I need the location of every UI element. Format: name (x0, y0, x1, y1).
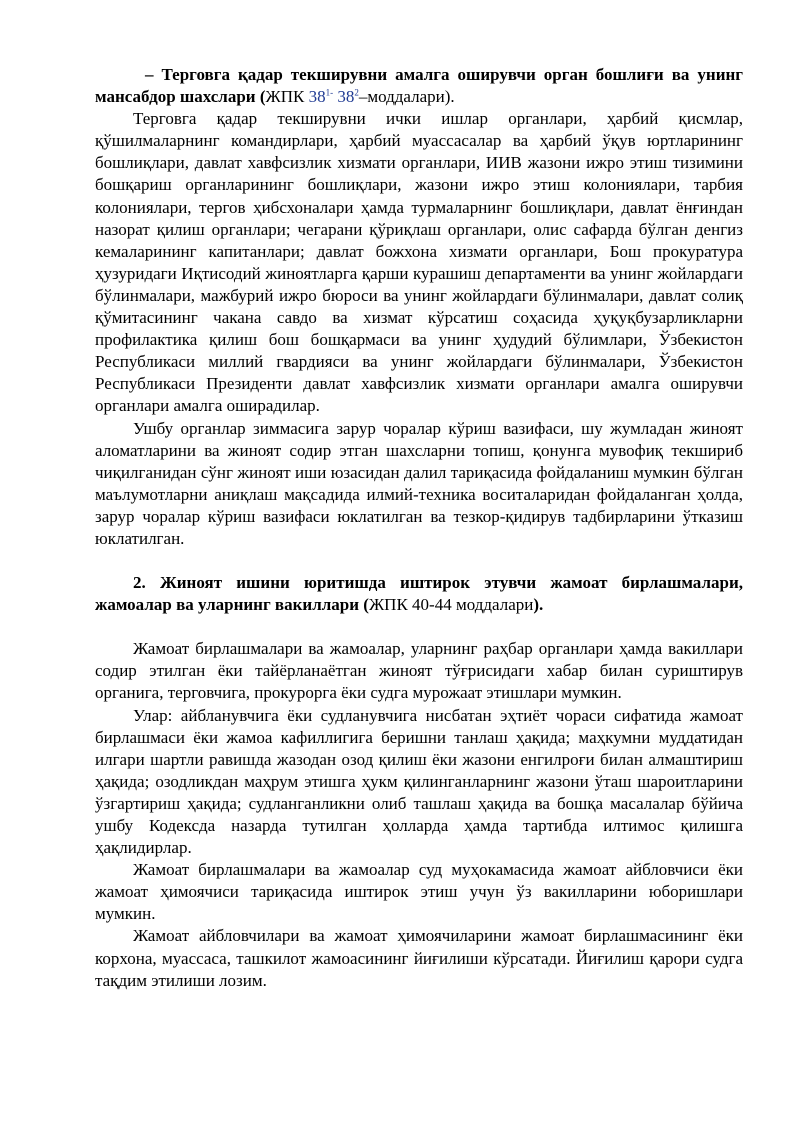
paragraph-appointment: Жамоат айбловчилари ва жамоат ҳимоячиларини жамоат бирлашмасининг ёки корхона, муассаса, ташкилот жамоасининг йиғилиши кўрсатади. Йиғилиш қарори судга тақдим этилиши лозим. (95, 926, 743, 990)
bold-heading-text: 2. Жиноят ишини юритишда иштирок этувчи жамоат бирлашмалари, жамоалар ва уларнинг вакиллари ( (95, 573, 743, 615)
spacer (95, 550, 743, 572)
paragraph-petitions: Улар: айбланувчига ёки судланувчига нисбатан эҳтиёт чораси сифатида жамоат бирлашмаси ёки жамоа кафиллигига беришни танлаш ҳақида; маҳкумни муддатидан илгари шартли равишда жазодан озод қилиш ёки жазони енгилроғи билан алмаштириш ҳақида; озодликдан маҳрум этишга ҳукм қилинганларнинг жазони ўташ шароитларини ўзгартириш ҳақида; судланганликни олиб ташлаш ҳақида ва бошқа масалалар бўйича ушбу Кодексда назарда тутилган ҳолларда ҳамда тартибда илтимос қилишга ҳақлидирлар. (95, 705, 743, 858)
bold-heading-text: – Терговга қадар текширувни амалга оширувчи орган бошлиғи ва унинг мансабдор шахслари ( (95, 65, 743, 107)
paragraph-representatives: Жамоат бирлашмалари ва жамоалар суд муҳокамасида жамоат айбловчиси ёки жамоат ҳимоячиси тариқасида иштирок этиш учун ўз вакилларини юборишлари мумкин. (95, 860, 743, 924)
paragraph-duties: Ушбу органлар зиммасига зарур чоралар кўриш вазифаси, шу жумладан жиноят аломатларини ва жиноят содир этган шахсларни топиш, қонунга мувофиқ текшириб чиқилганидан сўнг жиноят иши юзасидан далил тариқасида фойдаланиш мумкин бўлган маълумотларни аниқлаш мақсадида илмий-техника воситаларидан фойдаланган ҳолда, зарур чоралар кўриш вазифаси юклатилган ва тезкор-қидирув тадбирларини ўтказиш юклатилган. (95, 418, 743, 548)
article-reference-link[interactable]: $38^{1-}$ $38^2$ (308, 87, 359, 107)
article-suffix: –моддалари). (358, 87, 455, 107)
article-prefix: ЖПК (265, 87, 309, 107)
paragraph-public-report: Жамоат бирлашмалари ва жамоалар, уларнинг раҳбар органлари ҳамда вакиллари содир этилган ёки тайёрланаётган жиноят тўғрисидаги хабар билан суриштирув органига, терговчига, прокурорга ёки судга мурожаат этишлари мумкин. (95, 639, 743, 703)
paragraph-pretrial-bodies: Терговга қадар текширувни ички ишлар органлари, ҳарбий қисмлар, қўшилмаларнинг командирлари, ҳарбий муассасалар ва ҳарбий ўқув юртларининг бошлиқлари, давлат хавфсизлик хизмати органлари, ИИВ жазони ижро этиш тизимини бошқариш органларининг бошлиқлари, жазони ижро этиш колониялари, тарбия колониялари, тергов ҳибсхоналари ҳамда турмаларнинг бошлиқлари, давлат ёнғиндан назорат қилиш органлари; чегарани қўриқлаш органлари, олис сафарда бўлган денгиз кемаларининг капитанлари; давлат божхона хизмати органлари, Бош прокуратура ҳузуридаги Иқтисодий жиноятларга қарши курашиш департаменти ва унинг жойлардаги бўлинмалари, мажбурий ижро бюроси ва унинг жойлардаги бўлинмалари, давлат солиқ қўмитасининг чакана савдо ва хизмат кўрсатиш соҳасида ҳуқуқбузарликларни профилактика қилиш бош бошқармаси ва унинг ҳудудий бўлимлари, Ўзбекистон Республикаси миллий гвардияси ва унинг жойлардаги бўлинмалари, Ўзбекистон Республикаси Президенти давлат хавфсизлик хизмати органлари амалга оширувчи органлари амалга оширадилар. (95, 109, 743, 416)
heading-tail: ). (533, 595, 544, 615)
paragraph-heading-pretrial-authority (95, 64, 743, 108)
spacer (95, 616, 743, 638)
article-reference: ЖПК 40-44 моддалари (368, 595, 534, 615)
paragraph-heading-public-associations (95, 572, 743, 616)
